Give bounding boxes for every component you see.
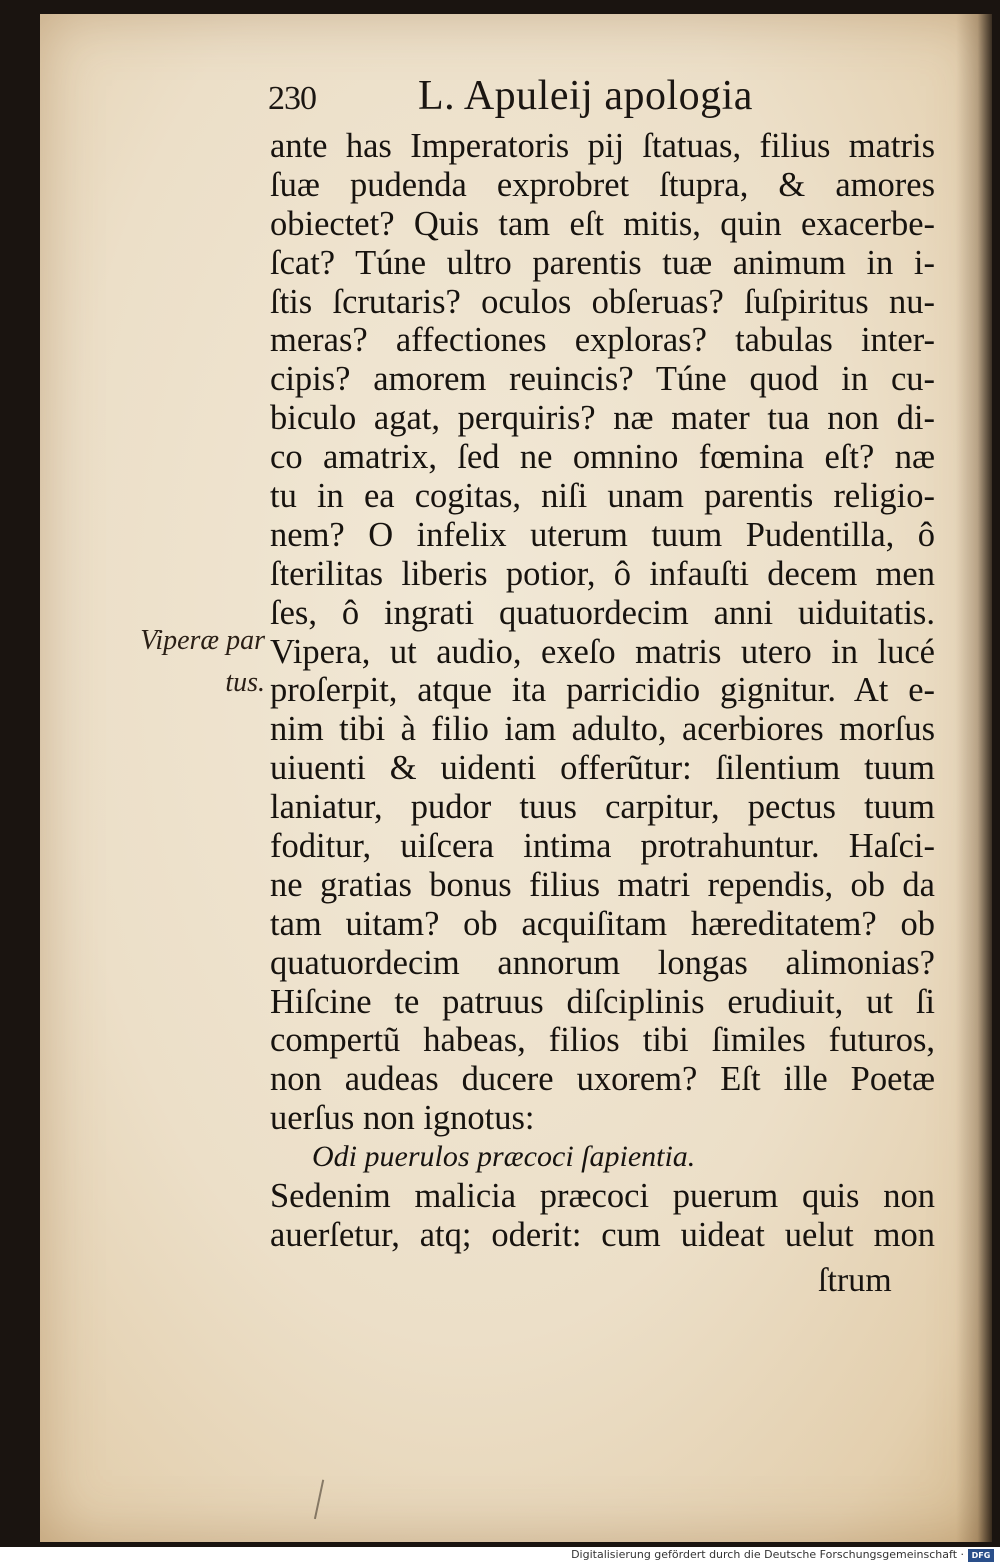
text-line: Hiſcine te patruus diſciplinis erudiuit, ut ſi — [270, 982, 935, 1021]
text-line: non audeas ducere uxorem? Eſt ille Poetæ — [270, 1060, 935, 1099]
text-line: ſes, ô ingrati quatuordecim anni uiduitatis. — [270, 593, 935, 632]
marginal-note-line: Viperæ par — [140, 625, 265, 656]
text-line: ne gratias bonus filius matri rependis, ob da — [270, 865, 935, 904]
text-line: nem? O infelix uterum tuum Pudentilla, ô — [270, 515, 935, 554]
binding-gutter — [956, 14, 992, 1542]
page-header — [268, 72, 828, 122]
body-text — [270, 127, 935, 1255]
text-line: uiuenti & uidenti offerũtur: ſilentium tuum — [270, 749, 935, 788]
text-line: tu in ea cogitas, niſi unam parentis religio- — [270, 477, 935, 516]
text-line: obiectet? Quis tam eſt mitis, quin exacerbe- — [270, 204, 935, 243]
running-head: L. Apuleij apologia — [418, 73, 753, 119]
text-line: ſcat? Túne ultro parentis tuæ animum in i- — [270, 243, 935, 282]
text-line: co amatrix, ſed ne omnino fœmina eſt? næ — [270, 438, 935, 477]
verse-quote: Odi puerulos præcoci ſapientia. — [312, 1140, 696, 1174]
marginal-note-line: tus. — [225, 667, 265, 698]
text-line: tam uitam? ob acquiſitam hæreditatem? ob — [270, 904, 935, 943]
page-number: 230 — [268, 80, 316, 117]
text-line: ſuæ pudenda exprobret ſtupra, & amores — [270, 165, 935, 204]
text-line: auerſetur, atq; oderit: cum uideat uelut mon — [270, 1215, 935, 1254]
text-line: meras? affectiones exploras? tabulas inter- — [270, 321, 935, 360]
marginal-note — [100, 620, 265, 704]
footer-credit: Digitalisierung gefördert durch die Deutsche Forschungsgemeinschaft · — [571, 1548, 964, 1561]
text-line: proſerpit, atque ita parricidio gignitur. At e- — [270, 671, 935, 710]
text-line: laniatur, pudor tuus carpitur, pectus tuum — [270, 788, 935, 827]
text-line: ſtis ſcrutaris? oculos obſeruas? ſuſpiritus nu- — [270, 282, 935, 321]
digitization-footer — [0, 1547, 1000, 1565]
text-line: biculo agat, perquiris? næ mater tua non di- — [270, 399, 935, 438]
text-line: Sedenim malicia præcoci puerum quis non — [270, 1177, 935, 1216]
text-line: cipis? amorem reuincis? Túne quod in cu- — [270, 360, 935, 399]
catchword: ſtrum — [818, 1262, 892, 1299]
text-line: compertũ habeas, filios tibi ſimiles futuros, — [270, 1021, 935, 1060]
text-line: ſterilitas liberis potior, ô infauſti decem men — [270, 554, 935, 593]
text-line: ante has Imperatoris pij ſtatuas, filius matris — [270, 127, 935, 165]
text-line: foditur, uiſcera intima protrahuntur. Haſci- — [270, 827, 935, 866]
text-line: Vipera, ut audio, exeſo matris utero in lucé — [270, 632, 935, 671]
dfg-logo-icon: DFG — [968, 1549, 994, 1562]
text-line: quatuordecim annorum longas alimonias? — [270, 943, 935, 982]
text-line: uerſus non ignotus: — [270, 1099, 535, 1138]
text-line: nim tibi à filio iam adulto, acerbiores morſus — [270, 710, 935, 749]
